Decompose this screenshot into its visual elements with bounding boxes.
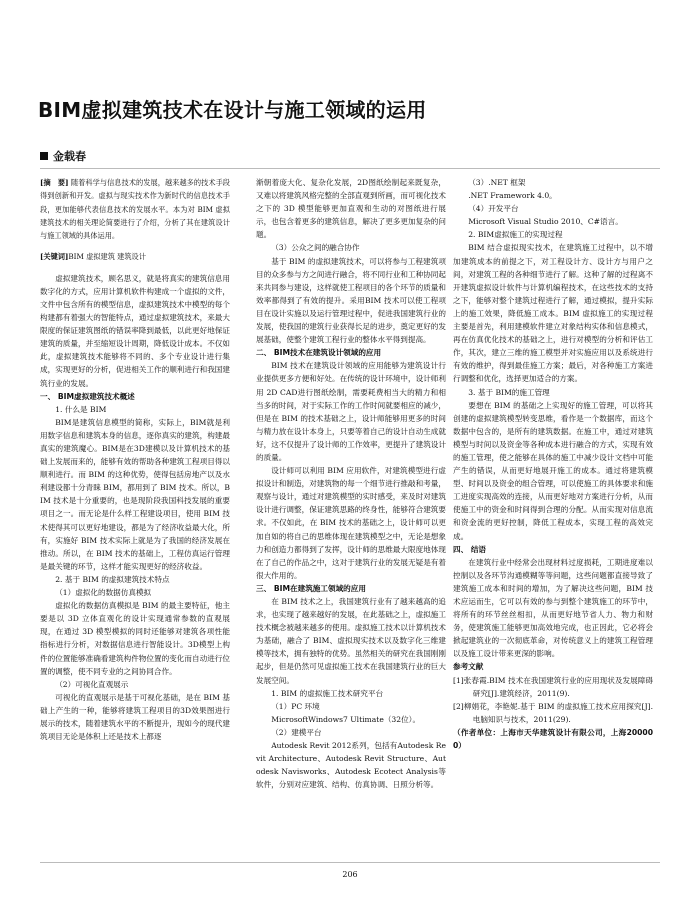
article-title: BIM虚拟建筑技术在设计与施工领域的运用 [38, 98, 427, 122]
footer-rule [40, 862, 660, 863]
intro-paragraph: 虚拟建筑技术，顾名思义，就是将真实的建筑信息用数字化的方式，应用计算机软件构建成一个虚拟的文件，文件中包含所有的模型信息，虚拟建筑技术中模型的每个构建都有着强大的智能特点，通过虚拟建筑技术，来最大限度的保证建筑图纸的错误率降到最低，以此更好地保证建筑的质量，并至缩短设计周期，降低设计成本。不仅如此，虚拟建筑技术能够将不同的、多个专业设计进行集成，实现更好的分析，促进相关工作的顺利进行和我国建筑行业的发展。 [40, 273, 230, 388]
column-2 [256, 176, 446, 791]
paragraph: 渐朝着庞大化、复杂化发展，2D图纸绘制起来既复杂，又难以将建筑风格完整的全部直观到所画，而可视化技术之下的 3D 模型能够更加直观和生动的对图纸进行展示，也包含着更多的建筑信息，解决了更多更加复杂的问题。 [256, 178, 446, 240]
section-heading-1: 一、 BIM虚拟建筑技术概述 [40, 391, 135, 401]
column-1 [40, 176, 230, 743]
subsection-heading: （1）虚拟化的数据仿真模拟 [55, 588, 152, 598]
page-number: 206 [342, 870, 358, 879]
keywords-text: BIM 虚拟建筑 建筑设计 [68, 252, 146, 262]
paragraph: BIM 技术在建筑设计领域的应用能够为建筑设计行业提供更多方便和好处。在传统的设计环境中，设计师利用 2D CAD进行图纸绘制，需要耗费相当大的精力和相当多的时间，对于实际工作的工作时间就要相应的减少，但是在 BIM 的技术基础之上，设计师能够用更多的时间与精力放在设计本身上，只要等着自己的设计自动生成就好，这不仅提升了设计师的工作效率，更提升了建筑设计的质量。 [256, 361, 446, 462]
subsection-heading: 2. BIM虚拟施工的实现过程 [468, 230, 563, 240]
subsection-heading: 2. 基于 BIM 的虚拟建筑技术特点 [55, 574, 170, 584]
reference-item: [1]张春霞.BIM 技术在我国建筑行业的应用现状及发展障碍研究[J].建筑经济，2011(9). [453, 675, 653, 698]
subsection-heading: 3. 基于 BIM的施工管理 [468, 387, 550, 397]
list-item: .NET Framework 4.0。 [468, 191, 557, 201]
section-heading-2: 二、 BIM技术在建筑设计领域的应用 [256, 348, 382, 358]
paragraph: 在 BIM 技术之上，我国建筑行业有了越来越高的追求，也实现了越来越好的发展，在此基础之上，虚拟施工技术概念被越来越多的使用。虚拟施工技术以计算机技术为基础，融合了 BIM、虚拟现实技术以及数字化三维建模等技术，拥有独特的优势。虽然相关的研究在我国刚刚起步，但是仍然可见虚拟施工技术在我国建筑行业的巨大发展空间。 [256, 597, 446, 685]
subsection-heading: （2）可视化直观展示 [55, 679, 129, 689]
paragraph: 在建筑行业中经常会出现材料过度损耗，工期进度难以控制以及各环节沟通模糊等等问题，这些问题都直接导致了建筑施工成本和时间的增加，为了解决这些问题，BIM 技术应运而生，它可以有效的参与到整个建筑施工的环节中，将所有的环节丝丝相扣，从而更好地节省人力、物力和财务，使建筑施工能够更加高效地完成，也正因此，它必将会掀起建筑业的一次彻底革命，对传统意义上的建筑工程管理以及施工设计带来更深的影响。 [453, 557, 653, 659]
keywords-label: [关键词] [40, 252, 69, 262]
subsection-heading: 1. 什么是 BIM [55, 404, 107, 414]
list-item: MicrosoftWindows7 Ultimate（32位）。 [271, 714, 421, 724]
list-item: Microsoft Visual Studio 2010、C#语言。 [468, 217, 623, 227]
paragraph: 虚拟化的数据仿真模拟是 BIM 的最主要特征，他主要是以 3D 立体直观化的设计实现通常参数的直观展现，在通过 3D 模型模拟的同时还能够对建筑各项性能指标进行分析，对数据信息进行智能设计。3D模型上构件的位置能够准确看建筑构件物位置的变化而自动进行位置的调整，使不同专业的之间协同合作。 [40, 601, 230, 676]
author-line [40, 148, 86, 164]
section-heading-4: 四、 结语 [453, 544, 487, 554]
subsection-heading: （4）开发平台 [468, 204, 519, 214]
column-3 [453, 176, 653, 752]
paragraph: 可视化的直观展示是基于可视化基础，是在 BIM 基础上产生的一种，能够将建筑工程项目的3D效果图进行展示的技术，随着建筑水平的不断提升，现如今的现代建筑项目无论是体积上还是技术上都逐 [40, 692, 230, 742]
paragraph: 基于 BIM 的虚拟建筑技术，可以将参与工程建筑项目的众多参与方之间进行融合，将不同行业和工种协同起来共同参与建设，这样就使工程项目的各个环节的质量和效率都得到了有效的提升。采用BIM 技术可以使工程项目在设计实施以及运行管理过程中，促进我国建筑行业的发展，使我国的建筑行业获得长足的进步，奠定更好的发展基础，使整个建筑工程行业的整体水平得到提高。 [256, 256, 446, 345]
author-name: 金载春 [53, 150, 86, 163]
subsection-heading: （3）公众之间的融合协作 [271, 243, 360, 253]
section-heading-3: 三、 BIM在建筑施工领域的应用 [256, 583, 366, 593]
paragraph: 设计师可以利用 BIM 应用软件，对建筑模型进行虚拟设计和制造，对建筑物的每一个细节进行推敲和考量，观察与设计，通过对建筑模型的实时感受，来及时对建筑设计进行调整，保证建筑思路的终身性，能够符合建筑要求。不仅如此，在 BIM 技术的基础之上，设计师可以更加自如的将自己的思维体现在建筑模型之中，无论是想象力和创造力都得到了发挥，设计师的思维最大限度地体现在了自己的作品之中，这对于建筑行业的发展无疑是有着很大作用的。 [256, 466, 446, 580]
subsection-heading: 1. BIM 的虚拟施工技术研究平台 [271, 688, 384, 698]
abstract-label: [摘 要] [40, 178, 69, 187]
list-item: Autodesk Revit 2012系列，包括有Autodesk Revit Architecture、Autodesk Revit Structure、Autodesk Navisworks、Autodesk Ecotect Analysis等软件，分别对应建筑、结构、仿真协调、日照分析等。 [256, 741, 446, 790]
abstract-text: 随着科学与信息技术的发展，越来越多的技术手段得到创新和开发。虚拟与现实技术作为新时代的信息技术手段，更加能够代表信息技术的发展水平。本为对 BIM 虚拟建筑技术的相关理论简要进行了介绍，分析了其在建筑设计与施工领域的具体运用。 [40, 178, 230, 241]
reference-item: [2]柳娟花，李艳妮.基于 BIM 的虚拟施工技术应用探究[J].电脑知识与技术，2011(29). [453, 701, 653, 724]
author-affiliation: （作者单位：上海市天华建筑设计有限公司，上海200000） [453, 727, 653, 751]
bullet-square-icon [40, 152, 48, 160]
subsection-heading: （3）.NET 框架 [468, 178, 526, 187]
header-rule [40, 168, 660, 169]
paragraph: BIM是建筑信息模型的简称，实际上，BIM就是利用数字信息和建筑本身的信息，逐你真实的建筑，构建最真实的建筑魔心。BIM是在3D建模以及计算机技术的基础上发展而来的，能够有效的帮助各种建筑工程项目得以顺利进行。而 BIM 的这种优势，使得包括房地产以及水利建设都十分青睐 BIM，都用到了 BIM 技术。所以，BIM 技术是十分重要的，也是现阶段我国科技发展的重要项目之一。而无论是什么样工程建设项目，使用 BIM 技术使得其可以更好地建设，都是为了经济收益最大化，所有，实施好 BIM 技术实际上就是为了我国的经济发展在推动。所以，在 BIM 技术的基础上，工程仿真运行管理是最关键的环节，这样才能实现更好的经济收益。 [40, 417, 230, 571]
paragraph: 要想在 BIM 的基础之上实现好的施工管理，可以将其创建的虚拟建筑模型转变思维，看作是一个数据库，而这个数据中包含的，是所有的建筑数据。在施工中，通过对建筑模型与时间以及资金等各种成本进行融合的方式，实现有效的施工管理，使之能够在具体的施工中减少设计文档中可能产生的错误，从而更好地展开施工的成本。通过将建筑模型、时间以及资金的组合管理，可以使施工的具体要求和施工进度实现高效的连接，从而更好地对方案进行分析，从而使施工中的资金和时间得到合理的分配。从而实现对信息流和资金流的更好控制，降低工程成本，实现工程的高效完成。 [453, 400, 653, 541]
paragraph: BIM 结合虚拟现实技术，在建筑施工过程中，以不增加建筑成本的前提之下，对工程设计方、设计方与用户之间，对建筑工程的各种细节进行了解。这种了解的过程离不开建筑虚拟设计软件与计算机编程技术，在这些技术的支持之下，能够对整个建筑过程进行了解，通过模拟，提升实际上的施工效果，降低施工成本。BIM 虚拟施工的实现过程主要是首先，利用建模软件建立对象结构实体和信息模式，再在仿真优化技术的基础之上，进行对模型的分析和评估工作，其次，建立三维的施工模型并对实施应用以及系统进行有效的维护，得到最佳施工方案；最后，对各种施工方案进行调整和优化，选择更加适合的方案。 [453, 243, 653, 384]
abstract [40, 176, 230, 242]
references-heading: 参考文献 [453, 662, 484, 672]
subsection-heading: （2）建模平台 [271, 727, 322, 737]
keywords [40, 250, 230, 263]
subsection-heading: （1）PC 环境 [271, 701, 320, 711]
